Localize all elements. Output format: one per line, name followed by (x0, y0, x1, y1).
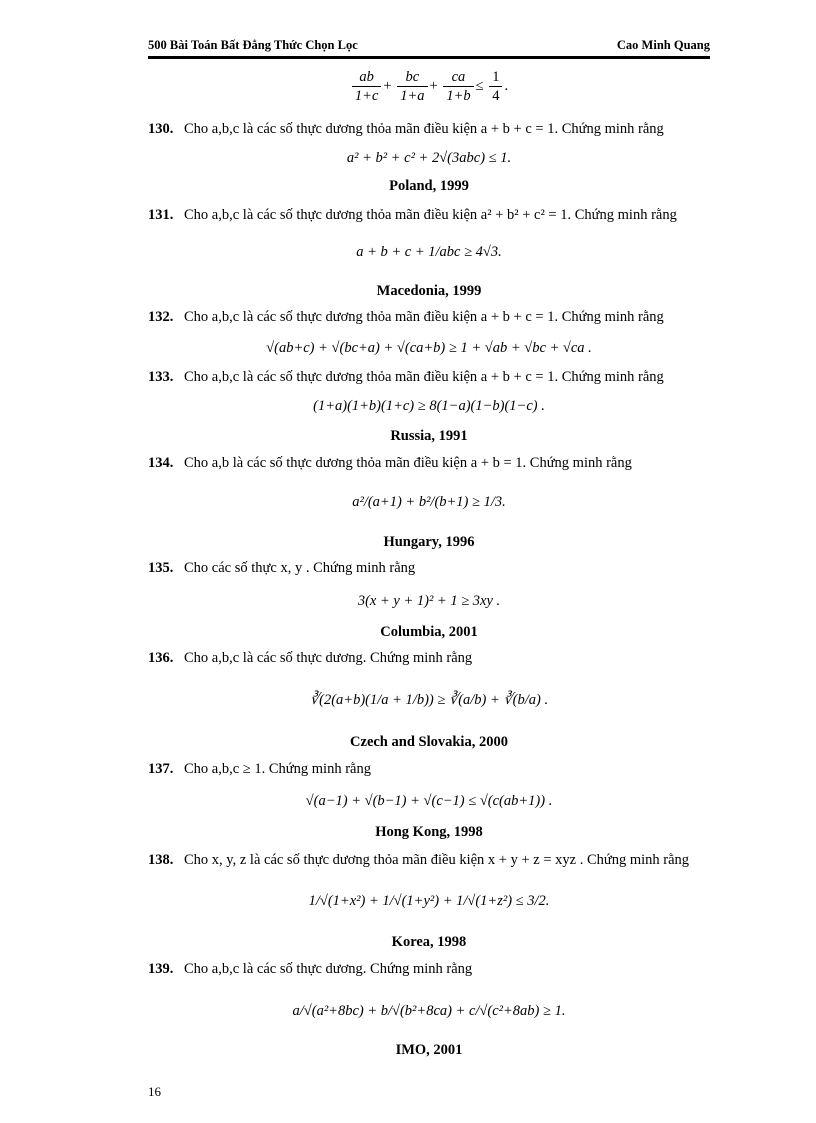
source-135: Columbia, 2001 (380, 624, 478, 640)
problem-text: Cho các số thực x, y . Chứng minh rằng (184, 560, 416, 576)
source-133: Russia, 1991 (390, 428, 468, 444)
problem-135: 135. Cho các số thực x, y . Chứng minh rằng (148, 560, 416, 576)
problem-text: Cho a,b,c ≥ 1. Chứng minh rằng (184, 761, 371, 777)
formula-130: a² + b² + c² + 2√(3abc) ≤ 1. (346, 150, 512, 166)
problem-132: 132. Cho a,b,c là các số thực dương thỏa mãn điều kiện a + b + c = 1. Chứng minh rằng (148, 309, 664, 325)
source-136: Czech and Slovakia, 2000 (350, 734, 508, 750)
formula-139: a/√(a²+8bc) + b/√(b²+8ca) + c/√(c²+8ab) ≥ 1. (292, 1003, 566, 1019)
book-title: 500 Bài Toán Bất Đẳng Thức Chọn Lọc (148, 38, 358, 52)
source-134: Hungary, 1996 (383, 534, 475, 550)
formula-131: a + b + c + 1/abc ≥ 4√3. (356, 244, 502, 260)
formula-138: 1/√(1+x²) + 1/√(1+y²) + 1/√(1+z²) ≤ 3/2. (308, 893, 550, 909)
header-rule (148, 56, 710, 59)
problem-text: Cho a,b,c là các số thực dương thỏa mãn điều kiện a² + b² + c² = 1. Chứng minh rằng (184, 207, 677, 223)
problem-136: 136. Cho a,b,c là các số thực dương. Chứng minh rằng (148, 650, 473, 666)
problem-130: 130. Cho a,b,c là các số thực dương thỏa mãn điều kiện a + b + c = 1. Chứng minh rằng (148, 121, 664, 137)
problem-139: 139. Cho a,b,c là các số thực dương. Chứng minh rằng (148, 961, 473, 977)
source-130: Poland, 1999 (389, 178, 469, 194)
problem-text: Cho a,b,c là các số thực dương. Chứng minh rằng (184, 650, 473, 666)
source-137: Hong Kong, 1998 (375, 824, 483, 840)
problem-137: 137. Cho a,b,c ≥ 1. Chứng minh rằng (148, 761, 371, 777)
top-formula: $\frac{ab}{1+c}$ + $\frac{bc}{1+a}$ + $\frac{ca}{1+b}$ ≤ $\frac{1}{4}$ . (148, 68, 710, 105)
author-name: Cao Minh Quang (616, 38, 710, 52)
formula-137: √(a−1) + √(b−1) + √(c−1) ≤ √(c(ab+1)) . (305, 793, 553, 809)
source-139: IMO, 2001 (395, 1042, 463, 1058)
problem-text: Cho a,b,c là các số thực dương thỏa mãn điều kiện a + b + c = 1. Chứng minh rằng (184, 309, 664, 325)
problem-text: Cho a,b là các số thực dương thỏa mãn điều kiện a + b = 1. Chứng minh rằng (184, 455, 632, 471)
problem-text: Cho a,b,c là các số thực dương thỏa mãn điều kiện a + b + c = 1. Chứng minh rằng (184, 369, 664, 385)
formula-133: (1+a)(1+b)(1+c) ≥ 8(1−a)(1−b)(1−c) . (313, 398, 545, 414)
page-header (148, 38, 710, 56)
problem-131: 131. Cho a,b,c là các số thực dương thỏa mãn điều kiện a² + b² + c² = 1. Chứng minh rằng (148, 207, 677, 223)
problem-133: 133. Cho a,b,c là các số thực dương thỏa mãn điều kiện a + b + c = 1. Chứng minh rằng (148, 369, 664, 385)
formula-135: 3(x + y + 1)² + 1 ≥ 3xy . (357, 593, 501, 609)
source-138: Korea, 1998 (391, 934, 467, 950)
problem-text: Cho x, y, z là các số thực dương thỏa mãn điều kiện x + y + z = xyz . Chứng minh rằng (184, 852, 690, 868)
formula-134: a²/(a+1) + b²/(b+1) ≥ 1/3. (352, 494, 506, 510)
problem-138: 138. Cho x, y, z là các số thực dương thỏa mãn điều kiện x + y + z = xyz . Chứng minh rằng (148, 852, 690, 868)
problem-text: Cho a,b,c là các số thực dương. Chứng minh rằng (184, 961, 473, 977)
formula-136: ∛(2(a+b)(1/a + 1/b)) ≥ ∛(a/b) + ∛(b/a) . (309, 692, 549, 708)
formula-132: √(ab+c) + √(bc+a) + √(ca+b) ≥ 1 + √ab + √bc + √ca . (266, 340, 592, 356)
problem-text: Cho a,b,c là các số thực dương thỏa mãn điều kiện a + b + c = 1. Chứng minh rằng (184, 121, 664, 137)
problem-134: 134. Cho a,b là các số thực dương thỏa mãn điều kiện a + b = 1. Chứng minh rằng (148, 455, 632, 471)
source-131: Macedonia, 1999 (376, 283, 482, 299)
page-number: 16 (148, 1084, 161, 1099)
